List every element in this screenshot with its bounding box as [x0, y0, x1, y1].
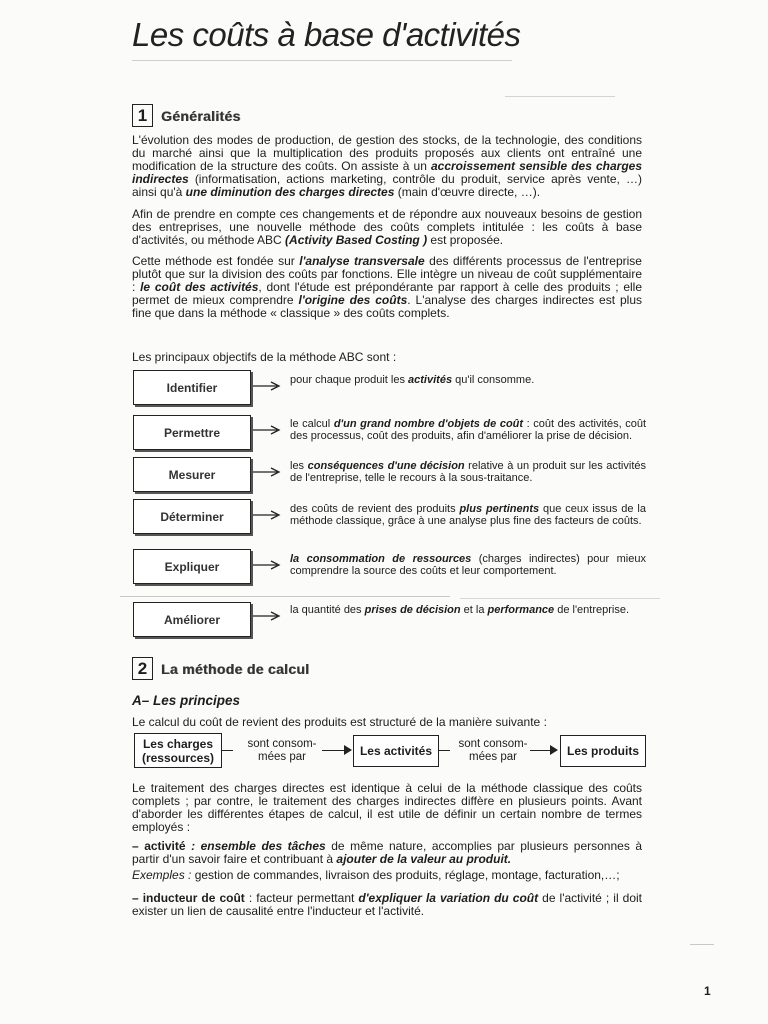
flow-box-charges-line1: Les charges: [142, 736, 214, 751]
p3-text-1: Cette méthode est fondée sur: [132, 254, 300, 268]
page-title: Les coûts à base d'activités: [132, 16, 521, 53]
objective-description: [290, 460, 646, 484]
objective-text: : coût des activités, coût des processus, coût des produits, afin d'améliorer la prise de décision.: [290, 418, 647, 442]
paragraph-evolution: [132, 134, 642, 199]
flow-connector: [221, 750, 233, 751]
p3-text-3: , dont l'étude est prépondérante par rapport à celle des produits ; elle permet de mieux comprendre: [132, 280, 642, 307]
definition-activite: [132, 840, 642, 866]
definition-activite-examples: [132, 869, 642, 882]
p2-emphasis-1: (Activity Based Costing ): [285, 233, 428, 247]
subheading-principes: A– Les principes: [132, 693, 241, 708]
scan-artifact-line: [505, 96, 615, 97]
objective-box: Permettre: [133, 415, 251, 450]
objective-box: Expliquer: [133, 549, 251, 584]
objective-emphasis: plus pertinents: [459, 503, 540, 515]
flow-box-charges: [134, 733, 222, 768]
objective-text: les: [290, 460, 308, 472]
objective-text: et la: [460, 604, 488, 616]
flow-link-2: [452, 738, 534, 764]
objective-description: [290, 604, 646, 616]
flow-link-1: [236, 738, 328, 764]
objective-box: Identifier: [133, 370, 251, 405]
p3-emphasis-1: l'analyse transversale: [299, 254, 425, 268]
section-1-heading: [132, 104, 241, 127]
flow-connector: [322, 750, 344, 751]
objective-text: des coûts de revient des produits: [290, 503, 460, 515]
def-inducteur-term: – inducteur de coût: [132, 891, 245, 905]
p3-emphasis-2: le coût des activités: [140, 280, 259, 294]
objective-box: Mesurer: [133, 457, 251, 492]
def-inducteur-text-2: de l'activité ; il doit exister un lien de causalité entre l'inducteur et l'activité.: [132, 891, 642, 918]
p2-text-2: est proposée.: [427, 233, 504, 247]
title-underline: [132, 60, 512, 61]
objective-box: Améliorer: [133, 602, 251, 637]
scan-artifact-line: [120, 596, 450, 597]
p1-text-1: L'évolution des modes de production, de gestion des stocks, de la technologie, des conditions du marché ainsi que la multiplication des produits proposés aux clients ont entraîné une modification de la structure des coûts. On assiste à un: [132, 133, 642, 173]
def-activite-emphasis-1: : ensemble des tâches: [185, 839, 326, 853]
p1-emphasis-1: accroissement sensible des charges indirectes: [132, 159, 642, 186]
examples-text: gestion de commandes, livraison des produits, réglage, montage, facturation,…;: [191, 868, 620, 882]
objective-box: Déterminer: [133, 499, 251, 534]
objective-text: que ceux issus de la méthode classique, grâce à une analyse plus fine des facteurs de coûts.: [290, 503, 646, 527]
p1-text-3: (main d'œuvre directe, …).: [394, 185, 541, 199]
arrow-right-icon: [253, 381, 283, 391]
objective-emphasis: d'un grand nombre d'objets de coût: [333, 418, 524, 430]
objective-text: relative à un produit sur les activités de l'entreprise, telle le recours à la sous-traitance.: [290, 460, 646, 484]
objective-emphasis: prises de décision: [364, 604, 461, 616]
arrow-right-icon: [253, 560, 283, 570]
def-activite-emphasis-2: ajouter de la valeur au produit.: [336, 852, 512, 866]
p3-text-4: . L'analyse des charges indirectes est plus fine que dans la méthode « classique » des coûts complets.: [132, 293, 642, 320]
p1-emphasis-2: une diminution des charges directes: [185, 185, 395, 199]
scan-artifact-line: [460, 598, 660, 599]
examples-label: Exemples :: [132, 868, 192, 882]
def-activite-text: de même nature, accomplies par plusieurs personnes à partir d'un savoir faire et contribuant à: [132, 839, 643, 866]
p3-emphasis-3: l'origine des coûts: [298, 293, 408, 307]
paragraph-traitement: Le traitement des charges directes est identique à celui de la méthode classique des coûts complets ; par contre, le traitement des charges indirectes diffère en plusieurs points. Avant d'aborder les différentes étapes de calcul, il est utile de définir un certain nombre de termes employés :: [132, 781, 642, 834]
arrow-right-icon: [253, 425, 283, 435]
flow-box-produits: Les produits: [560, 735, 646, 767]
arrow-right-icon: [253, 467, 283, 477]
scan-artifact-line: [690, 944, 714, 945]
flow-link-2-line1: sont consom-: [458, 738, 528, 750]
arrow-right-icon: [253, 611, 283, 621]
flow-link-2-line2: mées par: [469, 751, 517, 763]
flow-connector: [438, 750, 450, 751]
objective-text: (charges indirectes) pour mieux comprendre la source des coûts et leur comportement.: [290, 553, 646, 577]
paragraph-abc-method: [132, 208, 642, 247]
flow-box-activites: Les activités: [353, 735, 439, 767]
objective-description: [290, 418, 646, 442]
objective-text: de l'entreprise.: [554, 604, 630, 616]
flow-connector: [530, 750, 550, 751]
flow-link-1-line2: mées par: [258, 751, 306, 763]
objective-text: qu'il consomme.: [452, 374, 535, 386]
paragraph-transversal: [132, 255, 642, 320]
objectives-intro: Les principaux objectifs de la méthode ABC sont :: [132, 350, 397, 364]
objective-emphasis: conséquences d'une décision: [307, 460, 465, 472]
objective-text: le calcul: [290, 418, 334, 430]
arrow-right-icon: [344, 745, 352, 755]
definition-inducteur: [132, 892, 642, 918]
page-number: 1: [704, 984, 711, 998]
objective-emphasis: activités: [408, 374, 453, 386]
p2-text-1: Afin de prendre en compte ces changements et de répondre aux nouveaux besoins de gestion des entreprises, une nouvelle méthode des coûts complets intitulée : les coûts à base d'activités, ou méthode ABC: [132, 207, 642, 247]
flow-box-charges-line2: (ressources): [141, 750, 215, 765]
def-inducteur-text-1: : facteur permettant: [244, 891, 359, 905]
section-2-heading: [132, 657, 309, 680]
section-1-title: Généralités: [161, 107, 241, 124]
arrow-right-icon: [550, 745, 558, 755]
flow-link-1-line1: sont consom-: [247, 738, 317, 750]
def-activite-term: – activité: [132, 839, 186, 853]
section-1-number: 1: [132, 104, 153, 127]
p1-text-2: (informatisation, actions marketing, contrôle du produit, service après vente, …) ainsi qu'à: [132, 172, 642, 199]
objective-description: [290, 553, 646, 577]
section-2-title: La méthode de calcul: [161, 660, 310, 677]
objective-description: [290, 374, 646, 386]
objective-text: la quantité des: [290, 604, 365, 616]
def-inducteur-emphasis: d'expliquer la variation du coût: [358, 891, 539, 905]
section-2-number: 2: [132, 657, 153, 680]
objective-text: pour chaque produit les: [290, 374, 409, 386]
arrow-right-icon: [253, 510, 283, 520]
objective-emphasis: la consommation de ressources: [290, 553, 472, 565]
objective-description: [290, 503, 646, 527]
objective-emphasis: performance: [487, 604, 555, 616]
flow-intro: Le calcul du coût de revient des produits est structuré de la manière suivante :: [132, 715, 547, 729]
p3-text-2: des différents processus de l'entreprise plutôt que sur la division des coûts par fonctions. Elle intègre un niveau de coût supplémentaire :: [132, 254, 642, 294]
